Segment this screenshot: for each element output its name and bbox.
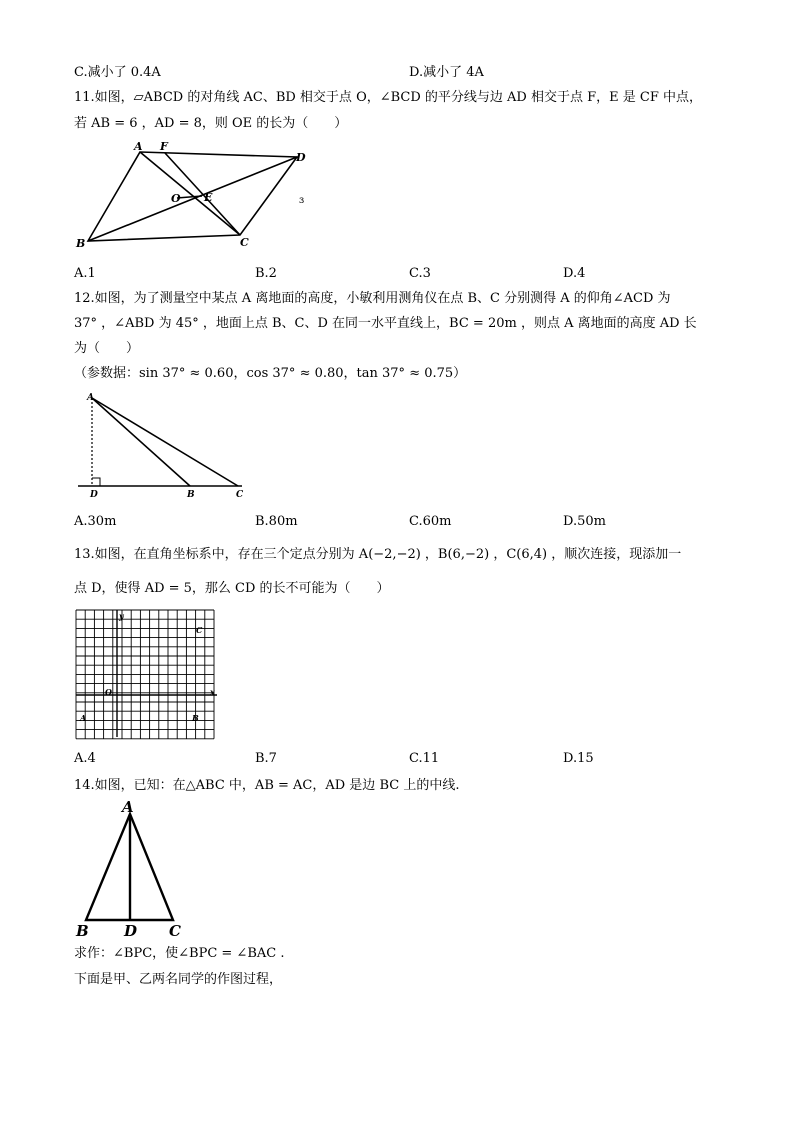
- q12-option-c: C.60m: [409, 514, 452, 529]
- q14-stem-line1: 14.如图，已知：在△ABC 中，AB = AC，AD 是边 BC 上的中线.: [74, 778, 460, 793]
- q12-stem-line2: 37° ，∠ABD 为 45° ，地面上点 B、C、D 在同一水平直线上，BC = 20m ，则点 A 离地面的高度 AD 长: [74, 316, 697, 331]
- q13-stem-line2: 点 D，使得 AD = 5，那么 CD 的长不可能为（ ）: [74, 581, 390, 596]
- q11-stem-line1: 11.如图，▱ABCD 的对角线 AC、BD 相交于点 O，∠BCD 的平分线与边 AD 相交于点 F，E 是 CF 中点，: [74, 90, 702, 105]
- q12-option-a: A.30m: [74, 514, 117, 529]
- right-angle-mark: [92, 478, 100, 486]
- label-e: E: [204, 191, 213, 204]
- q10-option-c: C.减小了 0.4A: [74, 65, 161, 80]
- q13-stem-line1: 13.如图，在直角坐标系中，存在三个定点分别为 A(−2,−2) ，B(6,−2) ，C(6,4) ，顺次连接，现添加一: [74, 547, 682, 562]
- q11-option-a: A.1: [74, 266, 96, 281]
- q14-task: 求作：∠BPC，使∠BPC = ∠BAC .: [74, 946, 285, 961]
- q11-option-c: C.3: [409, 266, 431, 281]
- q13-option-a: A.4: [74, 751, 96, 766]
- diagonal-ac: [140, 152, 240, 235]
- label-c: C: [169, 922, 181, 940]
- q14-triangle-figure: [74, 798, 189, 940]
- q12-reference-data: （参数据：sin 37° ≈ 0.60，cos 37° ≈ 0.80，tan 37° ≈ 0.75）: [74, 366, 467, 381]
- q13-grid-figure: [74, 608, 222, 740]
- q12-stem-line3: 为（ ）: [74, 341, 140, 356]
- label-x: x: [210, 687, 215, 697]
- q11-option-b: B.2: [255, 266, 277, 281]
- q13-option-b: B.7: [255, 751, 277, 766]
- label-a: A: [122, 798, 134, 816]
- label-c: C: [240, 236, 249, 249]
- q11-figure-lines: [88, 152, 297, 241]
- label-d: D: [124, 922, 138, 940]
- label-o: O: [105, 687, 112, 697]
- label-a: A: [87, 393, 94, 403]
- q11-parallelogram-figure: [70, 140, 320, 255]
- label-c: C: [196, 625, 203, 635]
- q12-elevation-figure: [72, 390, 257, 505]
- q14-line3: 下面是甲、乙两名同学的作图过程，: [74, 972, 283, 987]
- line-ab: [92, 398, 190, 486]
- q11-stem-line2: 若 AB = 6 ，AD = 8，则 OE 的长为（ ）: [74, 116, 348, 131]
- label-a: A: [80, 713, 87, 723]
- segment-oe: [177, 196, 202, 198]
- q12-option-b: B.80m: [255, 514, 298, 529]
- q12-stem-line1: 12.如图，为了测量空中某点 A 离地面的高度，小敏利用测角仪在点 B、C 分别测得 A 的仰角∠ACD 为: [74, 291, 671, 306]
- label-d: D: [90, 490, 98, 500]
- label-b: B: [76, 922, 89, 940]
- q13-option-c: C.11: [409, 751, 440, 766]
- label-a: A: [134, 140, 143, 153]
- label-b: B: [187, 490, 195, 500]
- label-b: B: [192, 713, 199, 723]
- q12-option-d: D.50m: [563, 514, 606, 529]
- line-ac: [92, 398, 238, 486]
- q10-option-d: D.减小了 4A: [409, 65, 484, 80]
- label-y: y: [119, 611, 124, 621]
- q11-option-d: D.4: [563, 266, 586, 281]
- stray-mark: ɜ: [299, 195, 305, 206]
- label-b: B: [76, 237, 86, 250]
- label-c: C: [236, 490, 244, 500]
- label-o: O: [171, 192, 181, 205]
- q13-option-d: D.15: [563, 751, 594, 766]
- label-f: F: [160, 140, 168, 153]
- label-d: D: [296, 151, 306, 164]
